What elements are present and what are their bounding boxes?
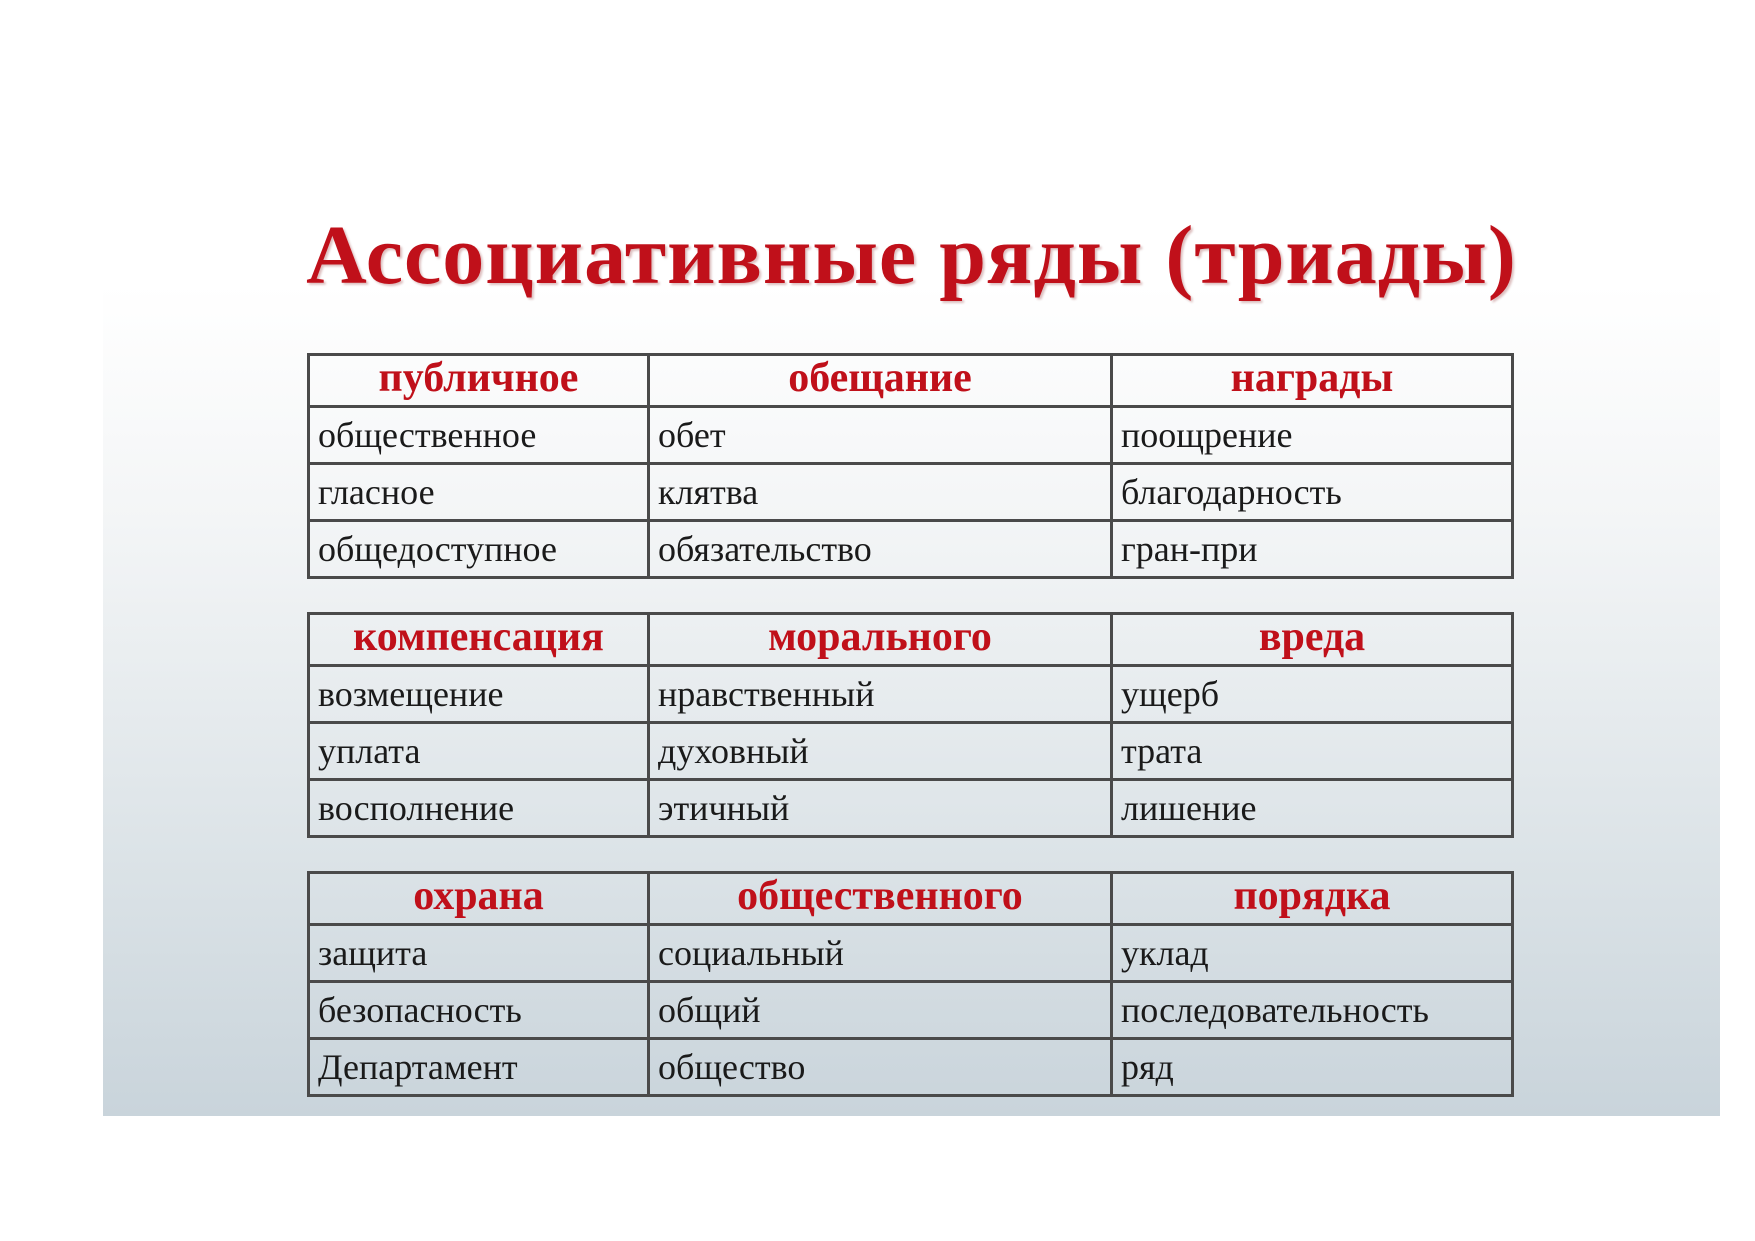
header-cell: публичное xyxy=(309,355,649,407)
table-cell: безопасность xyxy=(309,982,649,1039)
table-cell: Департамент xyxy=(309,1039,649,1096)
triad-table-2 xyxy=(307,612,1514,838)
table-cell: поощрение xyxy=(1112,407,1513,464)
header-cell: охрана xyxy=(309,873,649,925)
table-cell: защита xyxy=(309,925,649,982)
table-row xyxy=(309,1039,1513,1096)
header-cell: общественного xyxy=(649,873,1112,925)
triad-table-3 xyxy=(307,871,1514,1097)
table-cell: благодарность xyxy=(1112,464,1513,521)
table-cell: нравственный xyxy=(649,666,1112,723)
table-row xyxy=(309,521,1513,578)
table-header-row xyxy=(309,355,1513,407)
table-cell: обет xyxy=(649,407,1112,464)
table-cell: последовательность xyxy=(1112,982,1513,1039)
header-cell: награды xyxy=(1112,355,1513,407)
slide xyxy=(103,126,1720,1116)
table-row xyxy=(309,723,1513,780)
table-cell: возмещение xyxy=(309,666,649,723)
table-cell: уклад xyxy=(1112,925,1513,982)
table-row xyxy=(309,407,1513,464)
header-cell: компенсация xyxy=(309,614,649,666)
table-cell: ряд xyxy=(1112,1039,1513,1096)
header-cell: порядка xyxy=(1112,873,1513,925)
table-cell: восполнение xyxy=(309,780,649,837)
header-cell: морального xyxy=(649,614,1112,666)
table-row xyxy=(309,925,1513,982)
table-cell: обязательство xyxy=(649,521,1112,578)
table-cell: гласное xyxy=(309,464,649,521)
table-cell: этичный xyxy=(649,780,1112,837)
header-cell: обещание xyxy=(649,355,1112,407)
slide-title: Ассоциативные ряды (триады) xyxy=(306,209,1517,302)
table-cell: уплата xyxy=(309,723,649,780)
table-row xyxy=(309,780,1513,837)
table-cell: ущерб xyxy=(1112,666,1513,723)
table-cell: клятва xyxy=(649,464,1112,521)
header-cell: вреда xyxy=(1112,614,1513,666)
table-header-row xyxy=(309,873,1513,925)
table-cell: духовный xyxy=(649,723,1112,780)
table-cell: общественное xyxy=(309,407,649,464)
table-cell: общедоступное xyxy=(309,521,649,578)
table-cell: гран-при xyxy=(1112,521,1513,578)
table-cell: социальный xyxy=(649,925,1112,982)
table-cell: лишение xyxy=(1112,780,1513,837)
table-row xyxy=(309,464,1513,521)
table-row xyxy=(309,982,1513,1039)
triad-table-1 xyxy=(307,353,1514,579)
table-header-row xyxy=(309,614,1513,666)
table-cell: общество xyxy=(649,1039,1112,1096)
table-row xyxy=(309,666,1513,723)
table-cell: общий xyxy=(649,982,1112,1039)
table-cell: трата xyxy=(1112,723,1513,780)
